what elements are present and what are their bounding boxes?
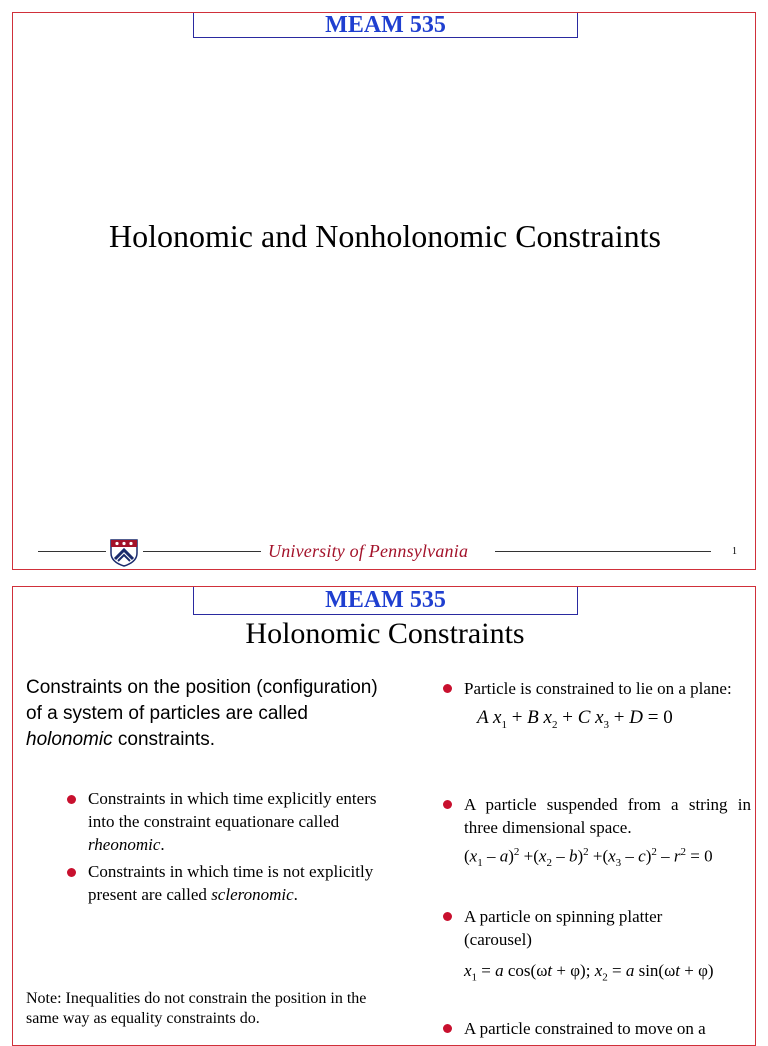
list-item	[464, 793, 751, 875]
intro-text	[26, 677, 378, 750]
bullet-emphasis: scleronomic	[211, 885, 294, 904]
example-text: Particle is constrained to lie on a plane:	[464, 679, 732, 698]
slide-title: Holonomic and Nonholonomic Constraints	[109, 218, 661, 254]
slide-2	[12, 586, 756, 1046]
footer-rule-right	[495, 551, 711, 552]
list-item	[88, 860, 388, 906]
equation-carousel: $x_1 = a$ cos(ωt + φ); $x_2 = a$ sin(ωt + φ)	[464, 961, 714, 984]
bullet-text-end: .	[293, 885, 298, 904]
footer-rule-middle	[143, 551, 261, 552]
intro-text-end: constraints.	[112, 729, 216, 750]
note-text: Note: Inequalities do not constrain the position in the same way as equality constraints do.	[26, 990, 367, 1027]
bullet-text: Constraints in which time explicitly enters into the constraint equationare called	[88, 789, 377, 831]
footer-university: University of Pennsylvania	[268, 541, 469, 561]
constraint-types-list	[88, 787, 388, 910]
example-text: A particle on spinning platter (carousel)	[464, 907, 663, 949]
bullet-dot-icon	[443, 800, 452, 809]
course-title-box	[193, 586, 578, 615]
bullet-text: Constraints in which time is not explicitly present are called	[88, 862, 374, 904]
penn-seal-icon	[108, 537, 140, 567]
footer-rule-left	[38, 551, 106, 552]
bullet-dot-icon	[67, 868, 76, 877]
bullet-emphasis: rheonomic	[88, 835, 161, 854]
bullet-dot-icon	[443, 1024, 452, 1033]
slide-title: Holonomic Constraints	[245, 617, 525, 650]
list-item	[464, 677, 751, 737]
bullet-dot-icon	[443, 684, 452, 693]
bullet-dot-icon	[67, 795, 76, 804]
course-title: MEAM 535	[325, 587, 446, 613]
equation-plane: A $x_1 + B$ $x_2 + C$ $x_3 + D = 0$	[477, 707, 673, 731]
course-title-box	[193, 12, 578, 38]
intro-paragraph	[26, 675, 386, 753]
list-item	[464, 905, 751, 989]
example-text: A particle constrained to move on a	[464, 1019, 706, 1038]
list-item	[88, 787, 388, 856]
course-title: MEAM 535	[325, 12, 446, 38]
list-item	[464, 1017, 751, 1040]
bullet-dot-icon	[443, 912, 452, 921]
example-text: A particle suspended from a string in three dimensional space.	[464, 795, 751, 837]
bullet-text-end: .	[160, 835, 165, 854]
slide-1	[12, 12, 756, 570]
intro-text-start: Constraints on the position (configuration) of a system of particles are called	[26, 677, 378, 724]
intro-emphasis: holonomic	[26, 729, 113, 750]
page-number: 1	[732, 546, 737, 557]
equation-sphere: $(x_1 - a)^2 +(x_2 - b)^2 +(x_3 - c)^2 - r^2 = 0$	[464, 846, 713, 870]
